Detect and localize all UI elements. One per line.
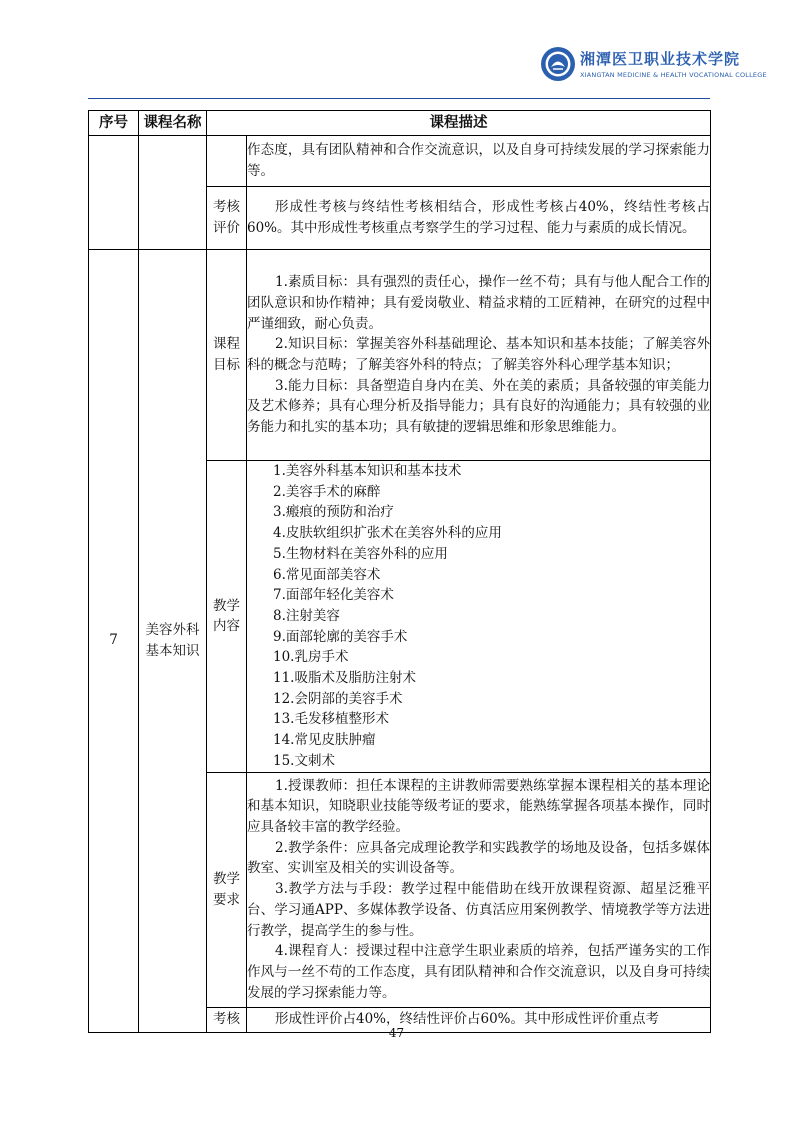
- content-item: 12.会阴部的美容手术: [273, 690, 403, 707]
- content-item: 13.毛发移植整形术: [273, 711, 389, 728]
- college-name-cn: 湘潭医卫职业技术学院: [580, 50, 741, 68]
- content-item: 7.面部年轻化美容术: [273, 587, 394, 604]
- prev-continued-text: 作态度，具有团队精神和合作交流意识，以及自身可持续发展的学习探索能力等。: [247, 136, 711, 187]
- course-description-table: [88, 110, 711, 1033]
- course-no: 7: [89, 250, 139, 1033]
- assess-text: 形成性评价占40%，终结性评价占60%。其中形成性评价重点考: [247, 1007, 711, 1032]
- header-no: 序号: [89, 111, 139, 136]
- content-item: 2.美容手术的麻醉: [273, 483, 381, 500]
- content-item: 11.吸脂术及脂肪注射术: [273, 670, 416, 687]
- requirement-item: 4.课程育人：授课过程中注意学生职业素质的培养，包括严谨务实的工作作风与一丝不苟的工作态度，具有团队精神和合作交流意识，以及自身可持续发展的学习探索能力等。: [247, 943, 710, 1001]
- page-number: 47: [388, 1026, 405, 1040]
- prev-assess-label: 考核评价: [207, 187, 247, 250]
- content-item: 15.文刺术: [273, 752, 335, 769]
- content-item: 10.乳房手术: [273, 649, 349, 666]
- prev-no-cell: [89, 136, 139, 250]
- assess-label: 考核: [207, 1007, 247, 1032]
- college-emblem-icon: [540, 46, 576, 82]
- content-item: 4.皮肤软组织扩张术在美容外科的应用: [273, 525, 502, 542]
- requirement-text: [247, 772, 711, 1007]
- content-item: 1.美容外科基本知识和基本技术: [273, 463, 462, 479]
- content-item: 5.生物材料在美容外科的应用: [273, 545, 448, 562]
- college-name: [580, 48, 767, 79]
- header-desc: 课程描述: [207, 111, 711, 136]
- header-name: 课程名称: [139, 111, 207, 136]
- page-header: [88, 40, 767, 110]
- content-label: 教学内容: [207, 461, 247, 773]
- goal-item: 2.知识目标：掌握美容外科基础理论、基本知识和基本技能；了解美容外科的概念与范畴；了解美容外科的特点；了解美容外科心理学基本知识；: [247, 336, 710, 373]
- requirement-item: 3.教学方法与手段：教学过程中能借助在线开放课程资源、超星泛雅平台、学习通APP、多媒体教学设备、仿真活应用案例教学、情境教学等方法进行教学，提高学生的参与性。: [247, 881, 710, 939]
- college-name-en: XIANGTAN MEDICINE & HEALTH VOCATIONAL COLLEGE: [580, 71, 767, 79]
- prev-name-cell: [139, 136, 207, 250]
- prev-assess-text: 形成性考核与终结性考核相结合，形成性考核占40%，终结性考核占60%。其中形成性考核重点考察学生的学习过程、能力与素质的成长情况。: [247, 187, 711, 250]
- table-header-row: [89, 111, 711, 136]
- course-name: 美容外科基本知识: [139, 250, 207, 1033]
- goal-text: [247, 250, 711, 461]
- header-rule: [88, 98, 710, 99]
- prev-sub-cell: [207, 136, 247, 187]
- content-item: 9.面部轮廓的美容手术: [273, 628, 408, 645]
- requirement-label: 教学要求: [207, 772, 247, 1007]
- content-item: 14.常见皮肤肿瘤: [273, 732, 376, 749]
- prev-continued-row: [89, 136, 711, 187]
- content-item: 8.注射美容: [273, 607, 340, 624]
- content-list: [247, 461, 711, 773]
- goal-item: 3.能力目标：具备塑造自身内在美、外在美的素质；具备较强的审美能力及艺术修养；具有心理分析及指导能力；具有良好的沟通能力；具有较强的业务能力和扎实的基本功；具有敏捷的逻辑思维和形象思维能力。: [247, 377, 710, 436]
- goal-item: 1.素质目标：具有强烈的责任心，操作一丝不苟；具有与他人配合工作的团队意识和协作精神；具有爱岗敬业、精益求精的工匠精神，在研究的过程中严谨细致，耐心负责。: [247, 274, 710, 332]
- course-goal-row: [89, 250, 711, 461]
- requirement-item: 2.教学条件：应具备完成理论教学和实践教学的场地及设备，包括多媒体教室、实训室及相关的实训设备等。: [247, 839, 710, 877]
- requirement-item: 1.授课教师：担任本课程的主讲教师需要熟练掌握本课程相关的基本理论和基本知识，知晓职业技能等级考证的要求，能熟练掌握各项基本操作，同时应具备较丰富的教学经验。: [247, 777, 710, 836]
- goal-label: 课程目标: [207, 250, 247, 461]
- content-item: 3.瘢痕的预防和治疗: [273, 504, 394, 521]
- content-item: 6.常见面部美容术: [273, 566, 381, 583]
